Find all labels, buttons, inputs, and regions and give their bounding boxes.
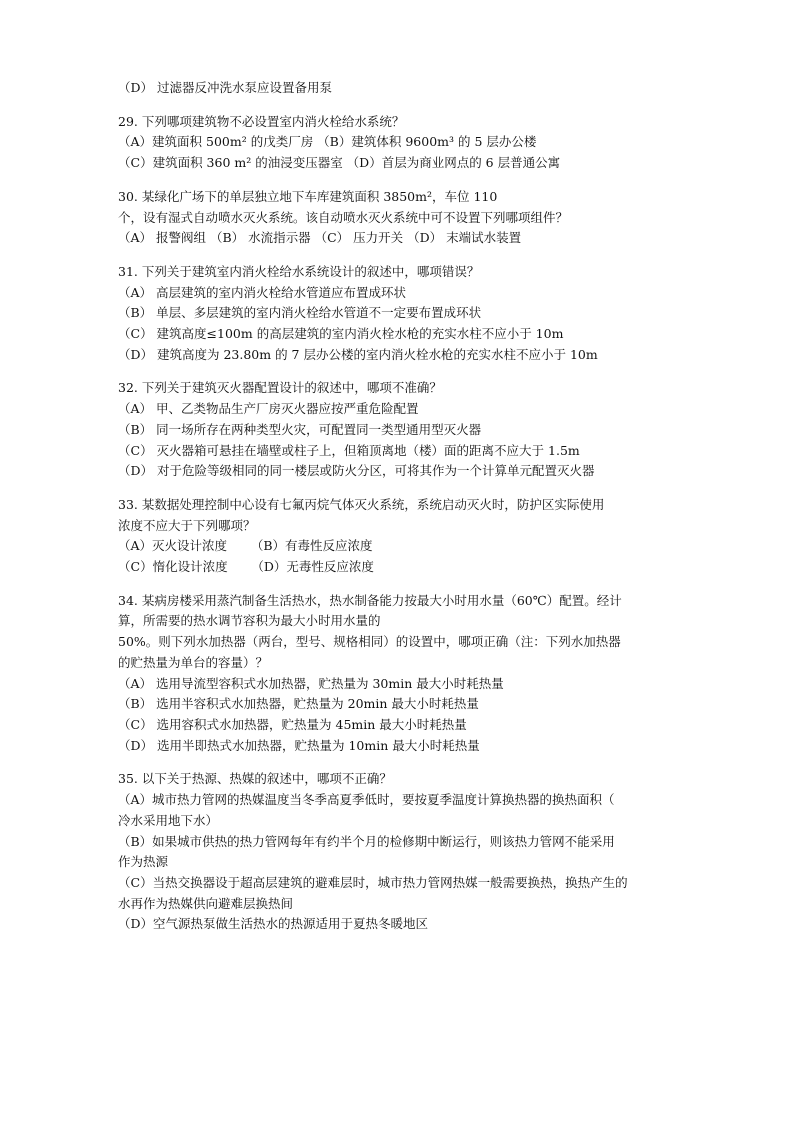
question-30-title-cont: 个，设有湿式自动喷水灭火系统。该自动喷水灭火系统中可不设置下列哪项组件？ xyxy=(118,209,569,225)
question-35-option-a-cont: 冷水采用地下水） xyxy=(118,812,219,828)
question-29-options-ab: （A）建筑面积 500m² 的戊类厂房 （B）建筑体积 9600m³ 的 5 层办公楼 xyxy=(118,134,537,150)
question-31-option-b: （B） 单层、多层建筑的室内消火栓给水管道不一定要布置成环状 xyxy=(118,305,482,321)
question-33-options-cd: （C）惰化设计浓度 （D）无毒性反应浓度 xyxy=(118,559,374,575)
question-31-title: 31. 下列关于建筑室内消火栓给水系统设计的叙述中，哪项错误？ xyxy=(118,263,480,279)
question-34-option-b: （B） 选用半容积式水加热器，贮热量为 20min 最大小时耗热量 xyxy=(118,696,479,712)
question-34-title-cont-3: 的贮热量为单台的容量）？ xyxy=(118,654,269,670)
question-33-title-cont: 浓度不应大于下列哪项？ xyxy=(118,517,256,533)
question-34-option-d: （D） 选用半即热式水加热器，贮热量为 10min 最大小时耗热量 xyxy=(118,737,480,753)
question-35-option-b-cont: 作为热源 xyxy=(118,854,169,870)
question-33-options-ab: （A）灭火设计浓度 （B）有毒性反应浓度 xyxy=(118,538,373,554)
question-34-title-cont-2: 50%。则下列水加热器（两台，型号、规格相同）的设置中，哪项正确（注：下列水加热器 xyxy=(118,634,621,650)
question-32-option-a: （A） 甲、乙类物品生产厂房灭火器应按严重危险配置 xyxy=(118,401,419,417)
question-35-option-a: （A）城市热力管网的热媒温度当冬季高夏季低时，要按夏季温度计算换热器的换热面积（ xyxy=(118,792,615,808)
question-31-option-a: （A） 高层建筑的室内消火栓给水管道应布置成环状 xyxy=(118,284,407,300)
question-35-option-b: （B）如果城市供热的热力管网每年有约半个月的检修期中断运行，则该热力管网不能采用 xyxy=(118,833,615,849)
question-32-option-d: （D） 对于危险等级相同的同一楼层或防火分区，可将其作为一个计算单元配置灭火器 xyxy=(118,463,595,479)
question-35-option-c-cont: 水再作为热媒供向避难层换热间 xyxy=(118,895,294,911)
question-33-title: 33. 某数据处理控制中心设有七氟丙烷气体灭火系统，系统启动灭火时，防护区实际使用 xyxy=(118,496,605,512)
question-34-option-a: （A） 选用导流型容积式水加热器，贮热量为 30min 最大小时耗热量 xyxy=(118,675,504,691)
question-29-options-cd: （C）建筑面积 360 m² 的油浸变压器室 （D）首层为商业网点的 6 层普通公寓 xyxy=(118,155,561,171)
question-35-option-d: （D）空气源热泵做生活热水的热源适用于夏热冬暖地区 xyxy=(118,916,429,932)
question-35-option-c: （C）当热交换器设于超高层建筑的避难层时，城市热力管网热媒一般需要换热，换热产生的 xyxy=(118,874,628,890)
question-30-title: 30. 某绿化广场下的单层独立地下车库建筑面积 3850m²，车位 110 xyxy=(118,188,498,204)
question-35-title: 35. 以下关于热源、热媒的叙述中，哪项不正确？ xyxy=(118,771,392,787)
question-34-title-cont-1: 算，所需要的热水调节容积为最大小时用水量的 xyxy=(118,613,381,629)
question-32-option-b: （B） 同一场所存在两种类型火灾，可配置同一类型通用型灭火器 xyxy=(118,421,482,437)
question-31-option-c: （C） 建筑高度≤100m 的高层建筑的室内消火栓水枪的充实水柱不应小于 10m xyxy=(118,326,564,342)
document-page xyxy=(118,78,688,935)
question-31-option-d: （D） 建筑高度为 23.80m 的 7 层办公楼的室内消火栓水枪的充实水柱不应小于 10m xyxy=(118,346,598,362)
question-34-title: 34. 某病房楼采用蒸汽制备生活热水，热水制备能力按最大小时用水量（60℃）配置。经计 xyxy=(118,592,622,608)
question-29-title: 29. 下列哪项建筑物不必设置室内消火栓给水系统？ xyxy=(118,113,405,129)
question-30-options: （A） 报警阀组 （B） 水流指示器 （C） 压力开关 （D） 末端试水装置 xyxy=(118,230,522,246)
question-32-title: 32. 下列关于建筑灭火器配置设计的叙述中，哪项不准确？ xyxy=(118,380,442,396)
question-34-option-c: （C） 选用容积式水加热器，贮热量为 45min 最大小时耗热量 xyxy=(118,716,467,732)
question-32-option-c: （C） 灭火器箱可悬挂在墙壁或柱子上，但箱顶离地（楼）面的距离不应大于 1.5m xyxy=(118,442,580,458)
text-line: （D） 过滤器反冲洗水泵应设置备用泵 xyxy=(118,80,332,95)
